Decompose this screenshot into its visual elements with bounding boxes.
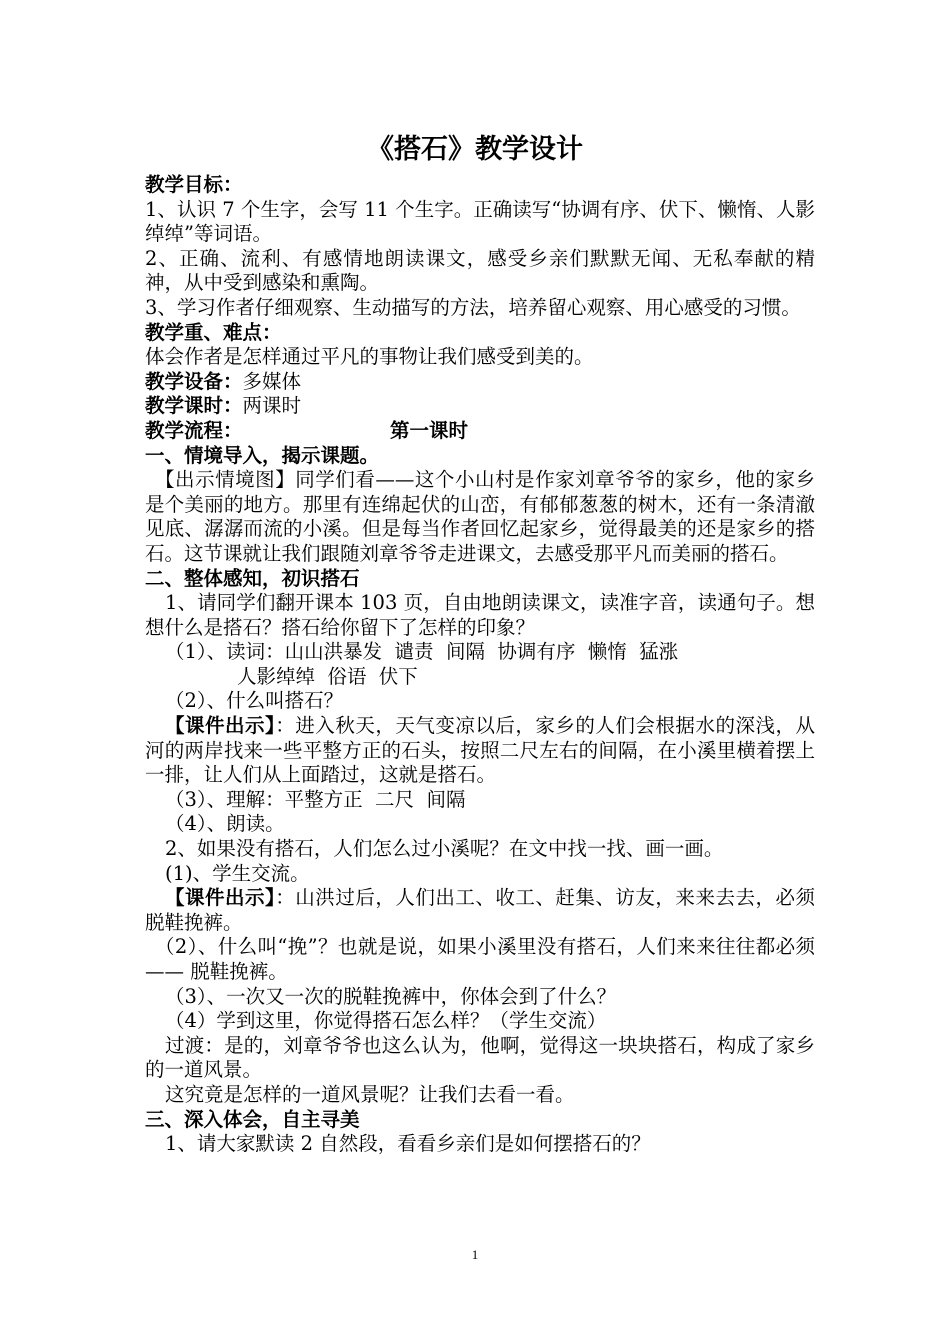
goals-heading: 教学目标： bbox=[145, 173, 243, 196]
hours-label: 教学课时： bbox=[145, 394, 243, 418]
section2-p1: 1、请同学们翻开课本 103 页，自由地朗读课文，读准字音，读通句子。想想什么是搭石？搭石给你留下了怎样的印象？ bbox=[145, 591, 815, 639]
page-number: 1 bbox=[471, 1247, 479, 1262]
section2-p7: 2、如果没有搭石，人们怎么过小溪呢？在文中找一找、画一画。 bbox=[165, 837, 724, 861]
section2-p9 bbox=[145, 886, 815, 935]
courseware-text-2: ：山洪过后，人们出工、收工、赶集、访友，来来去去，必须脱鞋挽裤。 bbox=[145, 886, 815, 934]
section3-p1: 1、请大家默读 2 自然段，看看乡亲们是如何摆搭石的？ bbox=[165, 1132, 651, 1156]
section2-heading: 二、整体感知，初识搭石 bbox=[145, 566, 360, 590]
section2-p5: （3）、理解：平整方正 二尺 间隔 bbox=[165, 787, 466, 811]
section1-heading: 一、情境导入，揭示课题。 bbox=[145, 443, 380, 467]
process-line bbox=[145, 419, 815, 444]
section2-p6: （4）、朗读。 bbox=[165, 812, 285, 836]
courseware-label: 【课件出示】 bbox=[165, 714, 276, 738]
lesson-label: 第一课时 bbox=[390, 418, 469, 442]
equipment-label: 教学设备： bbox=[145, 369, 243, 393]
key-points-text: 体会作者是怎样通过平凡的事物让我们感受到美的。 bbox=[145, 345, 594, 369]
equipment-value: 多媒体 bbox=[242, 369, 302, 393]
section2-p12: （4）学到这里，你觉得搭石怎么样？（学生交流） bbox=[165, 1009, 607, 1033]
process-label: 教学流程： bbox=[145, 418, 243, 442]
section2-p14: 这究竟是怎样的一道风景呢？让我们去看一看。 bbox=[165, 1082, 575, 1106]
goal-item-1: 1、认识 7 个生字，会写 11 个生字。正确读写“协调有序、伏下、懒惰、人影绰绰”等词语。 bbox=[145, 197, 815, 246]
section2-p10: （2）、什么叫“挽”？也就是说，如果小溪里没有搭石，人们来来往往都必须—— 脱鞋挽裤。 bbox=[145, 935, 815, 983]
key-points-heading: 教学重、难点： bbox=[145, 320, 282, 344]
document-body bbox=[145, 132, 815, 1157]
section2-word-list-2: 人影绰绰 俗语 伏下 bbox=[237, 664, 418, 688]
courseware-text: ：进入秋天，天气变凉以后，家乡的人们会根据水的深浅，从河的两岸找来一些平整方正的石头，按照二尺左右的间隔，在小溪里横着摆上一排，让人们从上面踏过，这就是搭石。 bbox=[145, 714, 815, 787]
section2-p3: （2）、什么叫搭石？ bbox=[165, 689, 344, 713]
section1-paragraph: 【出示情境图】同学们看——这个小山村是作家刘章爷爷的家乡，他的家乡是个美丽的地方。那里有连绵起伏的山峦，有郁郁葱葱的树木，还有一条清澈见底、潺潺而流的小溪。但是每当作者回忆起家乡，觉得最美的还是家乡的搭石。这节课就让我们跟随刘章爷爷走进课文，去感受那平凡而美丽的搭石。 bbox=[145, 468, 815, 565]
section2-p4 bbox=[145, 714, 815, 788]
page-title: 《搭石》教学设计 bbox=[367, 134, 583, 165]
hours-line bbox=[145, 394, 815, 419]
section2-p8: (1)、学生交流。 bbox=[165, 861, 310, 885]
section2-word-list-1: （1）、读词：山山洪暴发 谴责 间隔 协调有序 懒惰 猛涨 bbox=[165, 640, 679, 664]
equipment-line bbox=[145, 370, 815, 395]
goal-item-3: 3、学习作者仔细观察、生动描写的方法，培养留心观察、用心感受的习惯。 bbox=[145, 295, 801, 319]
goal-item-2: 2、正确、流利、有感情地朗读课文，感受乡亲们默默无闻、无私奉献的精神，从中受到感染和熏陶。 bbox=[145, 246, 815, 295]
section2-transition: 过渡：是的，刘章爷爷也这么认为，他啊，觉得这一块块搭石，构成了家乡的一道风景。 bbox=[145, 1033, 815, 1082]
courseware-label-2: 【课件出示】 bbox=[165, 886, 276, 910]
section3-heading: 三、深入体会，自主寻美 bbox=[145, 1107, 360, 1131]
hours-value: 两课时 bbox=[242, 394, 302, 418]
section2-p11: （3）、一次又一次的脱鞋挽裤中，你体会到了什么？ bbox=[165, 984, 617, 1008]
